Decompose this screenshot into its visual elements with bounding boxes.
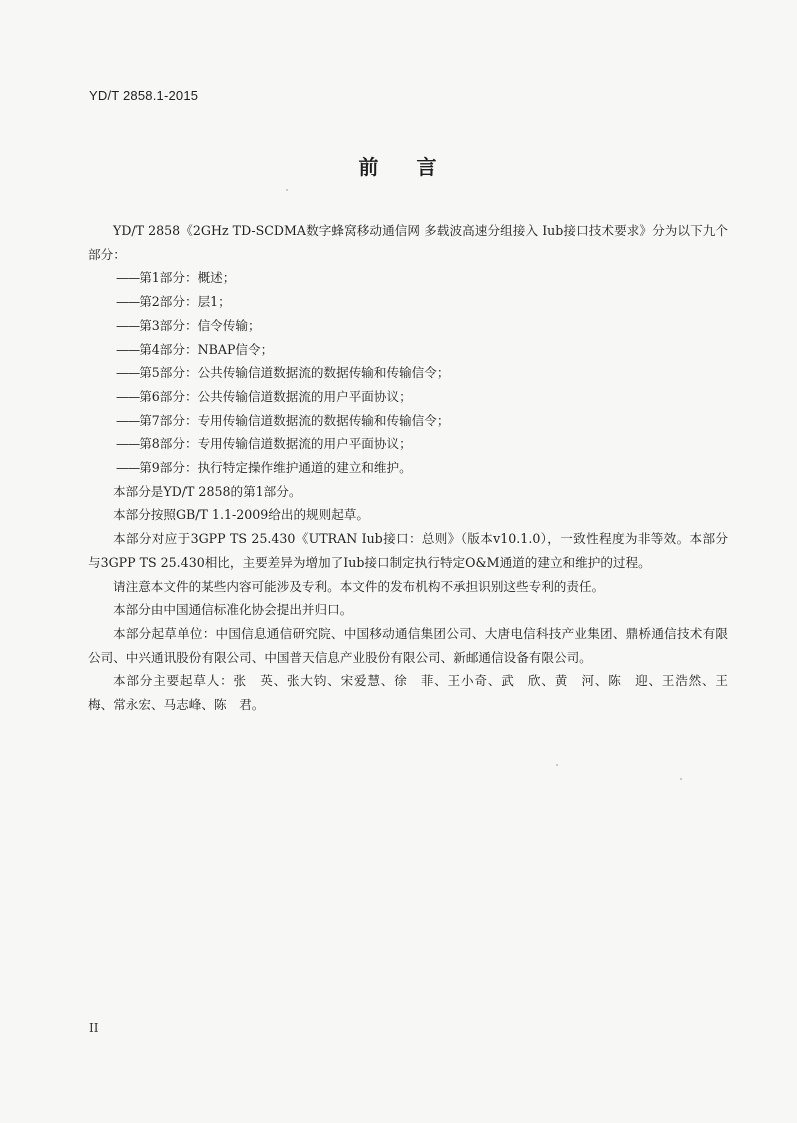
list-item [88,409,728,433]
dash-marker: —— [116,460,140,476]
page-number: II [89,1021,99,1035]
dash-marker: —— [116,294,140,310]
document-number: YD/T 2858.1-2015 [89,88,199,103]
title-char-2: 言 [416,155,439,179]
drafting-rules: 本部分按照GB/T 1.1-2009给出的规则起草。 [113,507,370,523]
list-item-text: 第9部分：执行特定操作维护通道的建立和维护。 [139,460,412,476]
list-item-text: 第2部分：层1； [139,294,231,310]
patent-notice: 请注意本文件的某些内容可能涉及专利。本文件的发布机构不承担识别这些专利的责任。 [113,578,605,594]
foreword-body [88,219,741,717]
main-drafters: 本部分主要起草人：张 英、张大钧、宋爱慧、徐 菲、王小奇、武 欣、黄 河、陈 迎、王浩然、王 梅、常永宏、马志峰、陈 君。 [88,673,741,713]
list-item [88,432,728,456]
list-item-text: 第7部分：专用传输信道数据流的数据传输和传输信令； [139,412,450,428]
list-item-text: 第8部分：专用传输信道数据流的用户平面协议； [139,436,412,452]
section-title [0,151,797,180]
dash-marker: —— [116,341,140,357]
list-item-text: 第6部分：公共传输信道数据流的用户平面协议； [139,388,412,404]
scan-speck [680,778,682,780]
list-item-text: 第5部分：公共传输信道数据流的数据传输和传输信令； [139,365,450,381]
title-char-1: 前 [358,155,381,179]
list-item [88,361,728,385]
list-item-text: 第4部分：NBAP信令； [139,341,274,357]
scan-speck [286,189,288,191]
parts-list [88,266,728,479]
list-item [88,338,728,362]
dash-marker: —— [116,317,140,333]
list-item [88,456,728,480]
drafting-units: 本部分起草单位：中国信息通信研究院、中国移动通信集团公司、大唐电信科技产业集团、鼎桥通信技术有限公司、中兴通讯股份有限公司、中国普天信息产业股份有限公司、新邮通信设备有限公司。 [88,625,728,665]
list-item [88,385,728,409]
dash-marker: —— [116,436,140,452]
list-item-text: 第3部分：信令传输； [139,317,261,333]
proposer-statement: 本部分由中国通信标准化协会提出并归口。 [113,602,353,618]
dash-marker: —— [116,365,140,381]
list-item-text: 第1部分：概述； [139,270,236,286]
dash-marker: —— [116,412,140,428]
dash-marker: —— [116,388,140,404]
scan-speck [556,764,558,766]
dash-marker: —— [116,270,140,286]
list-item [88,290,728,314]
list-item [88,266,728,290]
correspondence-paragraph: 本部分对应于3GPP TS 25.430《UTRAN Iub接口：总则》（版本v10.1.0），一致性程度为非等效。本部分与3GPP TS 25.430相比，主要差异为增加了Iub接口制定执行特定O&M通道的建立和维护的过程。 [88,531,728,570]
list-item [88,314,728,338]
intro-paragraph: YD/T 2858《2GHz TD-SCDMA数字蜂窝移动通信网 多载波高速分组接入 Iub接口技术要求》分为以下九个部分： [88,223,728,262]
part-statement: 本部分是YD/T 2858的第1部分。 [113,483,302,499]
